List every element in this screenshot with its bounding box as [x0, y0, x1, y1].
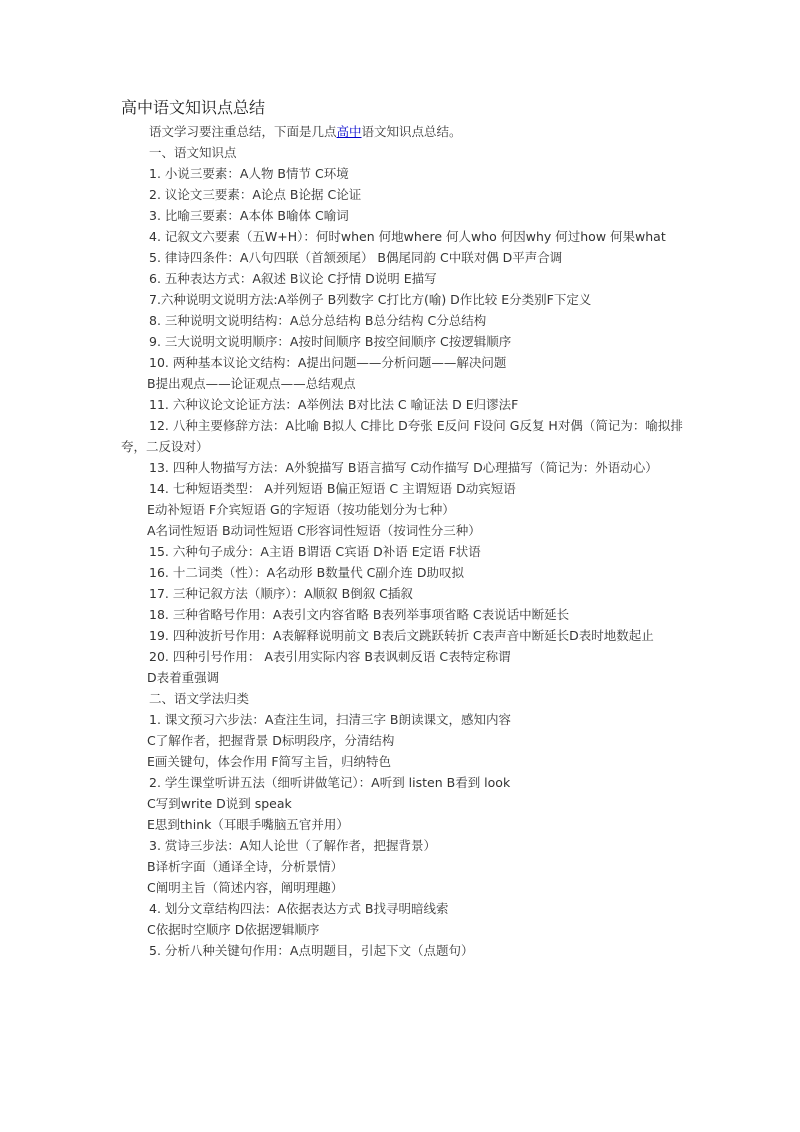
list-item: 1. 课文预习六步法：A查注生词，扫清三字 B朗读课文，感知内容 [149, 712, 512, 727]
list-item-continuation: E画关键句，体会作用 F简写主旨，归纳特色 [147, 754, 392, 769]
document-body [121, 97, 687, 961]
list-item: 20. 四种引号作用： A表引用实际内容 B表讽刺反语 C表特定称谓 [149, 649, 511, 664]
list-item: 6. 五种表达方式：A叙述 B议论 C抒情 D说明 E描写 [149, 271, 437, 286]
list-item-continuation: B译析字面（通译全诗，分析景情） [147, 859, 344, 874]
list-item: 1. 小说三要素：A人物 B情节 C环境 [149, 166, 349, 181]
list-item: 5. 律诗四条件：A八句四联（首颔颈尾） B偶尾同韵 C中联对偶 D平声合调 [149, 250, 563, 265]
intro-text-after: 语文知识点总结。 [361, 124, 462, 139]
list-item: 7.六种说明文说明方法:A举例子 B列数字 C打比方(喻) D作比较 E分类别F下定义 [149, 292, 592, 307]
list-item: 15. 六种句子成分：A主语 B谓语 C宾语 D补语 E定语 F状语 [149, 544, 481, 559]
list-item-continuation: C阐明主旨（简述内容，阐明理趣） [147, 880, 344, 895]
section-heading: 二、语文学法归类 [149, 691, 250, 706]
list-item-continuation: C依据时空顺序 D依据逻辑顺序 [147, 922, 320, 937]
list-item-continuation: E思到think（耳眼手嘴脑五官并用） [147, 817, 349, 832]
list-item: 2. 学生课堂听讲五法（细听讲做笔记）：A听到 listen B看到 look [149, 775, 511, 790]
list-item: 5. 分析八种关键句作用：A点明题目，引起下文（点题句） [149, 943, 474, 958]
list-item: 13. 四种人物描写方法：A外貌描写 B语言描写 C动作描写 D心理描写（简记为：外语动心） [149, 460, 658, 475]
intro-paragraph [121, 121, 687, 142]
list-item: 19. 四种波折号作用：A表解释说明前文 B表后文跳跃转折 C表声音中断延长D表时地数起止 [149, 628, 654, 643]
list-item: 12. 八种主要修辞方法：A比喻 B拟人 C排比 D夸张 E反问 F设问 G反复 H对偶（简记为：喻拟排夸，二反设对） [121, 418, 683, 454]
intro-link[interactable]: 高中 [336, 124, 362, 139]
list-item: 16. 十二词类（性）：A名动形 B数量代 C副介连 D助叹拟 [149, 565, 465, 580]
list-item: 9. 三大说明文说明顺序：A按时间顺序 B按空间顺序 C按逻辑顺序 [149, 334, 512, 349]
list-item: 3. 赏诗三步法：A知人论世（了解作者，把握背景） [149, 838, 436, 853]
list-item-continuation: A名词性短语 B动词性短语 C形容词性短语（按词性分三种） [147, 523, 481, 538]
list-item: 3. 比喻三要素：A本体 B喻体 C喻词 [149, 208, 349, 223]
list-item: 17. 三种记叙方法（顺序）：A顺叙 B倒叙 C插叙 [149, 586, 413, 601]
list-item: 18. 三种省略号作用：A表引文内容省略 B表列举事项省略 C表说话中断延长 [149, 607, 570, 622]
list-item: 8. 三种说明文说明结构：A总分总结构 B总分结构 C分总结构 [149, 313, 487, 328]
list-item-continuation: E动补短语 F介宾短语 G的字短语（按功能划分为七种） [147, 502, 455, 517]
section-heading: 一、语文知识点 [149, 145, 237, 160]
intro-text-before: 语文学习要注重总结，下面是几点 [149, 124, 337, 139]
list-item: 11. 六种议论文论证方法：A举例法 B对比法 C 喻证法 D E归谬法F [149, 397, 519, 412]
list-item-continuation: D表着重强调 [147, 670, 220, 685]
list-item-continuation: B提出观点——论证观点——总结观点 [147, 376, 356, 391]
list-item: 2. 议论文三要素：A论点 B论据 C论证 [149, 187, 362, 202]
list-item: 14. 七种短语类型： A并列短语 B偏正短语 C 主谓短语 D动宾短语 [149, 481, 516, 496]
list-item: 4. 划分文章结构四法：A依据表达方式 B找寻明暗线索 [149, 901, 449, 916]
list-item-continuation: C写到write D说到 speak [147, 796, 292, 811]
list-item: 10. 两种基本议论文结构：A提出问题——分析问题——解决问题 [149, 355, 507, 370]
document-title: 高中语文知识点总结 [121, 98, 266, 117]
list-item-continuation: C了解作者，把握背景 D标明段序，分清结构 [147, 733, 395, 748]
list-item: 4. 记叙文六要素（五W+H）：何时when 何地where 何人who 何因why 何过how 何果what [149, 229, 666, 244]
